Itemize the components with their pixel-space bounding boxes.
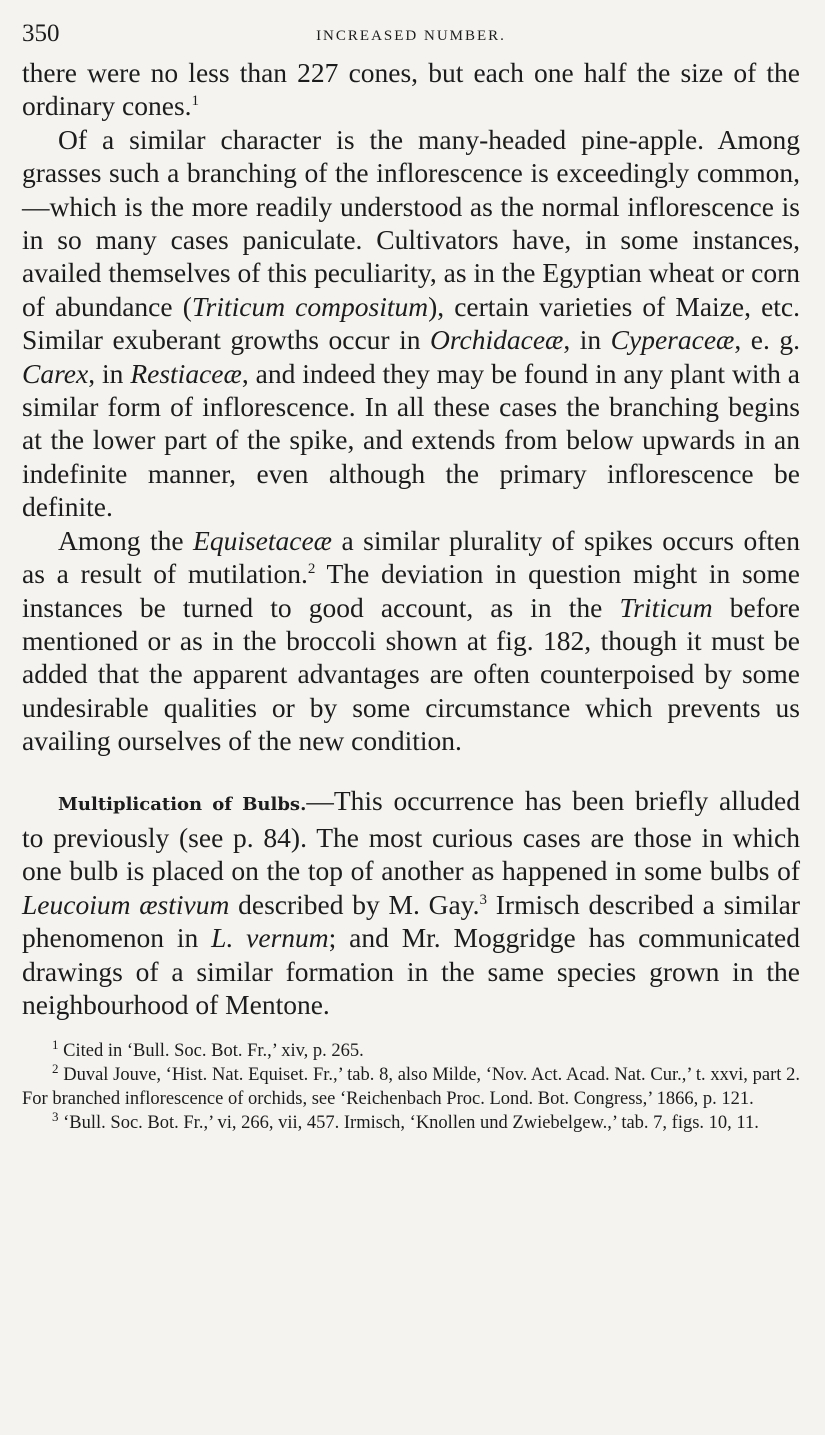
- footnote-mark: 3: [52, 1109, 59, 1125]
- paragraph-1: [22, 56, 800, 123]
- paragraph-text: The deviation in question might in some instances be turned to good account, as in the: [22, 558, 801, 623]
- family-name: Equisetaceæ: [193, 524, 333, 556]
- page-number: 350: [22, 20, 60, 47]
- paragraph-2: [22, 123, 800, 524]
- footnote-mark: 2: [52, 1061, 59, 1077]
- footnote-mark: 1: [52, 1037, 59, 1053]
- footnote-1: [22, 1039, 800, 1063]
- paragraph-text: there were no less than 227 cones, but each one half the size of the ordinary cones.: [22, 57, 800, 122]
- family-name: Cyperaceæ: [610, 324, 735, 356]
- genus-name: Carex: [22, 357, 89, 389]
- paragraph-text: , in: [563, 324, 611, 356]
- paragraph-text: Among the: [58, 524, 194, 556]
- paragraph-text: , and indeed they may be found in any plant with a similar form of inflorescence. In all these cases the branching begins at the lower part of the spike, and extends from below upwards in an indefinite manner, even although the primary inflorescence be definite.: [22, 357, 800, 523]
- running-head: [22, 16, 800, 56]
- species-name: L. vernum: [211, 922, 329, 954]
- species-name: Leucoium æstivum: [22, 888, 230, 920]
- species-name: Triticum compositum: [191, 290, 429, 322]
- section-heading: Multiplication of Bulbs.: [58, 793, 307, 815]
- footnote-text: Cited in ‘Bull. Soc. Bot. Fr.,’ xiv, p. 265.: [63, 1041, 364, 1062]
- paragraph-text: , e. g.: [734, 324, 800, 356]
- footnote-3: [22, 1111, 800, 1135]
- paragraph-text: ), certain varieties of Maize, etc. Similar exuberant growths occur in: [22, 290, 801, 356]
- footnote-ref: 1: [191, 93, 200, 110]
- footnote-ref: 3: [479, 891, 487, 908]
- paragraph-text: Of a similar character is the many-headed pine-apple. Among grasses such a branching of the inflorescence is exceedingly common,—which is the more readily understood as the normal inflorescence is in so many cases paniculate. Cultivators have, in some instances, availed themselves of this peculiarity, as in the Egyptian wheat or corn of abundance (: [22, 123, 800, 322]
- footnote-text: Duval Jouve, ‘Hist. Nat. Equiset. Fr.,’ tab. 8, also Milde, ‘Nov. Act. Acad. Nat. Cur.,’ t. xxvi, part 2. For branched inflorescence of orchids, see ‘Reichenbach Proc. Lond. Bot. Congress,’ 1866, p. 121.: [22, 1065, 800, 1110]
- paragraph-text: Irmisch described a similar phenomenon in: [22, 888, 800, 954]
- footnote-2: [22, 1063, 800, 1111]
- footnotes: [22, 1039, 800, 1135]
- genus-name: Triticum: [619, 591, 713, 623]
- body-text: [22, 56, 800, 1021]
- paragraph-text: described by M. Gay.: [229, 888, 480, 920]
- paragraph-text: before mentioned or as in the broccoli shown at fig. 182, though it must be added that the apparent advantages are often counterpoised by some undesirable qualities or by some circumstance which prevents us availing ourselves of the new condition.: [22, 591, 800, 757]
- paragraph-text: , in: [88, 357, 131, 389]
- paragraph-4: [22, 784, 800, 1022]
- family-name: Orchidaceæ: [429, 324, 564, 356]
- paragraph-3: [22, 524, 800, 758]
- running-title: INCREASED NUMBER.: [316, 28, 506, 44]
- book-page: [22, 16, 800, 1135]
- family-name: Restiaceæ: [130, 357, 242, 389]
- footnote-text: ‘Bull. Soc. Bot. Fr.,’ vi, 266, vii, 457. Irmisch, ‘Knollen und Zwiebelgew.,’ tab. 7, figs. 10, 11.: [63, 1113, 759, 1134]
- paragraph-text: a similar plurality of spikes occurs often as a result of mutilation.: [22, 524, 800, 590]
- footnote-ref: 2: [307, 560, 316, 577]
- paragraph-text: ; and Mr. Moggridge has communicated drawings of a similar formation in the same species grown in the neighbourhood of Mentone.: [22, 922, 800, 1020]
- paragraph-text: —This occurrence has been briefly alluded to previously (see p. 84). The most curious cases are those in which one bulb is placed on the top of another as happened in some bulbs of: [22, 784, 800, 887]
